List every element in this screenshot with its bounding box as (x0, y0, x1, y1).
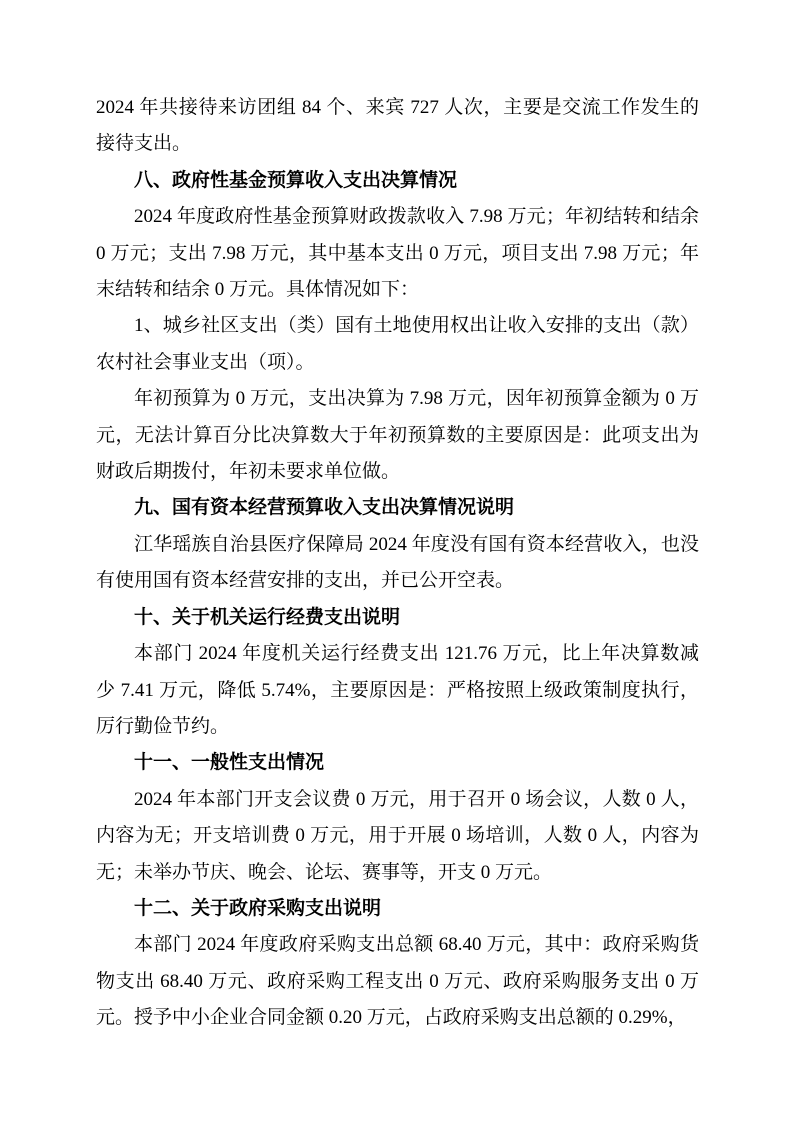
heading-section-10-operating-expense: 十、关于机关运行经费支出说明 (134, 606, 401, 628)
paragraph-initial-budget-explanation: 年初预算为 0 万元，支出决算为 7.98 万元，因年初预算金额为 0 万元，无法计算百分比决算数大于年初预算数的主要原因是：此项支出为财政后期拨付，年初未要求单位做。 (96, 388, 699, 483)
heading-section-8-government-fund-budget: 八、政府性基金预算收入支出决算情况 (134, 169, 458, 191)
paragraph-urban-rural-community-expense: 1、城乡社区支出（类）国有土地使用权出让收入安排的支出（款）农村社会事业支出（项）。 (96, 315, 699, 373)
paragraph-procurement-figures: 本部门 2024 年度政府采购支出总额 68.40 万元，其中：政府采购货物支出 68.40 万元、政府采购工程支出 0 万元、政府采购服务支出 0 万元。授予中小企业合同金额 0.20 万元，占政府采购支出总额的 0.29%， (96, 934, 699, 1029)
heading-section-12-government-procurement: 十二、关于政府采购支出说明 (134, 897, 382, 919)
heading-section-11-general-expense: 十一、一般性支出情况 (134, 752, 325, 774)
paragraph-operating-expense-figures: 本部门 2024 年度机关运行经费支出 121.76 万元，比上年决算数减少 7.41 万元，降低 5.74%，主要原因是：严格按照上级政策制度执行，厉行勤俭节约。 (96, 643, 699, 737)
paragraph-general-expense-figures: 2024 年本部门开支会议费 0 万元，用于召开 0 场会议，人数 0 人，内容为无；开支培训费 0 万元，用于开展 0 场培训，人数 0 人，内容为无；未举办节庆、晚会、论坛、赛事等，开支 0 万元。 (96, 788, 699, 883)
heading-section-9-state-capital-operation: 九、国有资本经营预算收入支出决算情况说明 (134, 497, 515, 519)
paragraph-state-capital-statement: 江华瑶族自治县医疗保障局 2024 年度没有国有资本经营收入，也没有使用国有资本经营安排的支出，并已公开空表。 (96, 533, 699, 592)
document-body (96, 90, 699, 1037)
paragraph-reception-expense: 2024 年共接待来访团组 84 个、来宾 727 人次，主要是交流工作发生的接待支出。 (96, 97, 699, 155)
paragraph-government-fund-figures: 2024 年度政府性基金预算财政拨款收入 7.98 万元；年初结转和结余 0 万元；支出 7.98 万元，其中基本支出 0 万元，项目支出 7.98 万元；年末结转和结余 0 万元。具体情况如下： (96, 206, 699, 301)
